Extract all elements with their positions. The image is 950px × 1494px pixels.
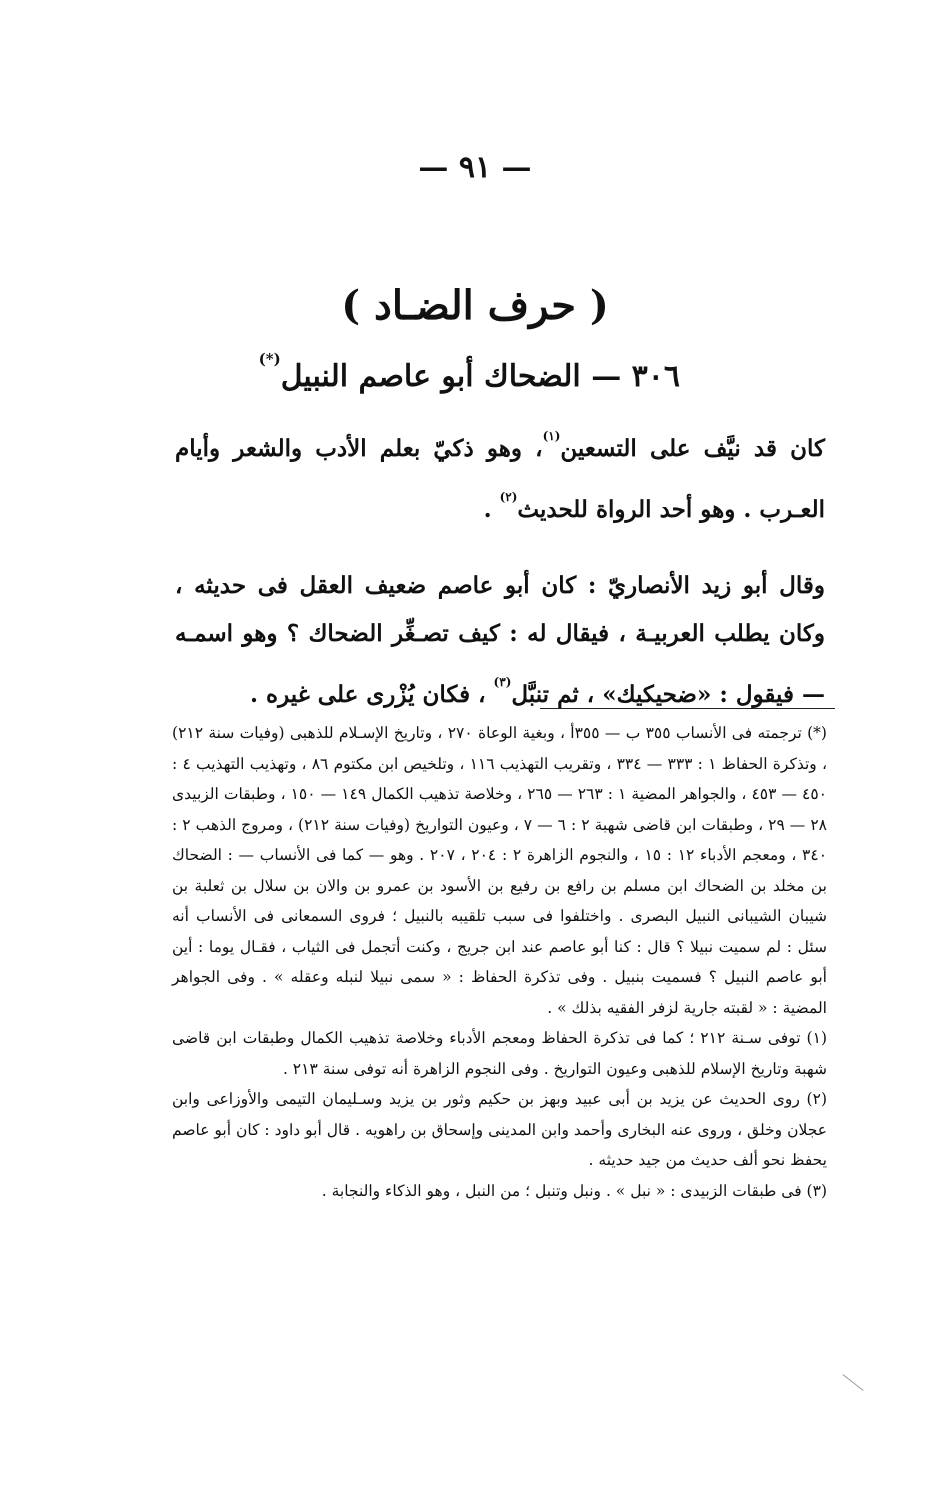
section-title: ( حرف الضـاد ) (341, 282, 609, 329)
footnote-star: (*) ترجمته فى الأنساب ٣٥٥ ب — ٣٥٥أ ، وبغية الوعاة ٢٧٠ ، وتاريخ الإسـلام للذهبى (وفيات سنة ٢١٢) ، وتذكرة الحفاظ ١ : ٣٣٣ — ٣٣٤ ، وتقريب التهذيب ١١٦ ، وتلخيص ابن مكتوم ٨٦ ، وتهذيب التهذيب ٤ : ٤٥٠ — ٤٥٣ ، والجواهر المضية ١ : ٢٦٣ — ٢٦٥ ، وخلاصة تذهيب الكمال ١٤٩ — ١٥٠ ، وطبقات الزبيدى ٢٨ — ٢٩ ، وطبقات ابن قاضى شهبة ٢ : ٦ — ٧ ، وعيون التواريخ (وفيات سنة ٢١٢) ، ومروج الذهب ٢ : ٣٤٠ ، ومعجم الأدباء ١٢ : ١٥ ، والنجوم الزاهرة ٢ : ٢٠٤ ، ٢٠٧ . وهو — كما فى الأنساب — : الضحاك بن مخلد بن الضحاك ابن مسلم بن رافع بن رفيع بن الأسود بن عمرو بن والان بن سلال بن ثعلبة بن شيبان الشيبانى النبيل البصرى . واختلفوا فى سبب تلقيبه بالنبيل ؛ فروى السمعانى فى الأنساب أنه سئل : لم سميت نبيلا ؟ قال : كنا أبو عاصم عند ابن جريج ، وكنت أتجمل فى الثياب ، فقـال يوما : أين أبو عاصم النبيل ؟ فسميت بنبيل . وفى تذكرة الحفاظ : « سمى نبيلا لنبله وعقله » . وفى الجواهر المضية : « لقبته جارية لزفر الفقيه بذلك » . (172, 724, 828, 1017)
footnote-divider (540, 708, 835, 709)
footnote-1: (١) توفى سـنة ٢١٢ ؛ كما فى تذكرة الحفاظ ومعجم الأدباء وخلاصة تذهيب الكمال وطبقات ابن قاضى شهبة وتاريخ الإسلام للذهبى وعيون التواريخ . وفى النجوم الزاهرة أنه توفى سنة ٢١٣ . (172, 1029, 827, 1078)
entry-footnote-marker: (*) (258, 350, 281, 368)
footnote-ref-1: (١) (542, 429, 561, 443)
entry-title-text: ٣٠٦ — الضحاك أبو عاصم النبيل (280, 359, 680, 394)
entry-title (259, 350, 680, 394)
footnote-ref-2: (٢) (499, 490, 518, 504)
footnote-ref-3: (٣) (493, 675, 512, 689)
main-text (175, 412, 825, 719)
footnote-3: (٣) فى طبقات الزبيدى : « نبل » . ونبل وتنبل ؛ من النبل ، وهو الذكاء والنجابة . (321, 1181, 827, 1200)
footnote-2: (٢) روى الحديث عن يزيد بن أبى عبيد وبهز بن حكيم وثور بن يزيد وسـليمان التيمى والأوزاعى وابن عجلان وخلق ، وروى عنه البخارى وأحمد وابن المدينى وإسحاق بن راهويه . قال أبو داود : كان أبو عاصم يحفظ نحو ألف حديث من جيد حديثه . (172, 1090, 827, 1169)
paragraph-1 (175, 412, 825, 534)
page-number: — ٩١ — (418, 150, 532, 185)
paragraph-2-part-b: ، فكان يُزْرى على غيره . (250, 681, 494, 708)
paragraph-1-part-b: ، وهو ذكيّ بعلم الأدب والشعر وأيام العـرب . وهو أحد الرواة للحديث (175, 435, 825, 523)
footnotes (172, 718, 827, 1206)
scan-mark (842, 1374, 863, 1391)
paragraph-2-part-a: وقال أبو زيد الأنصاريّ : كان أبو عاصم ضعيف العقل فى حديثه ، وكان يطلب العربيـة ، فيقال له : كيف تصـغِّر الضحاك ؟ وهو اسمـه — فيقول : «ضحيكيك» ، ثم تنبَّل (175, 572, 825, 708)
paragraph-1-part-a: كان قد نيَّف على التسعين (560, 435, 825, 462)
paragraph-2 (175, 562, 825, 719)
paragraph-1-part-c: . (483, 496, 500, 523)
